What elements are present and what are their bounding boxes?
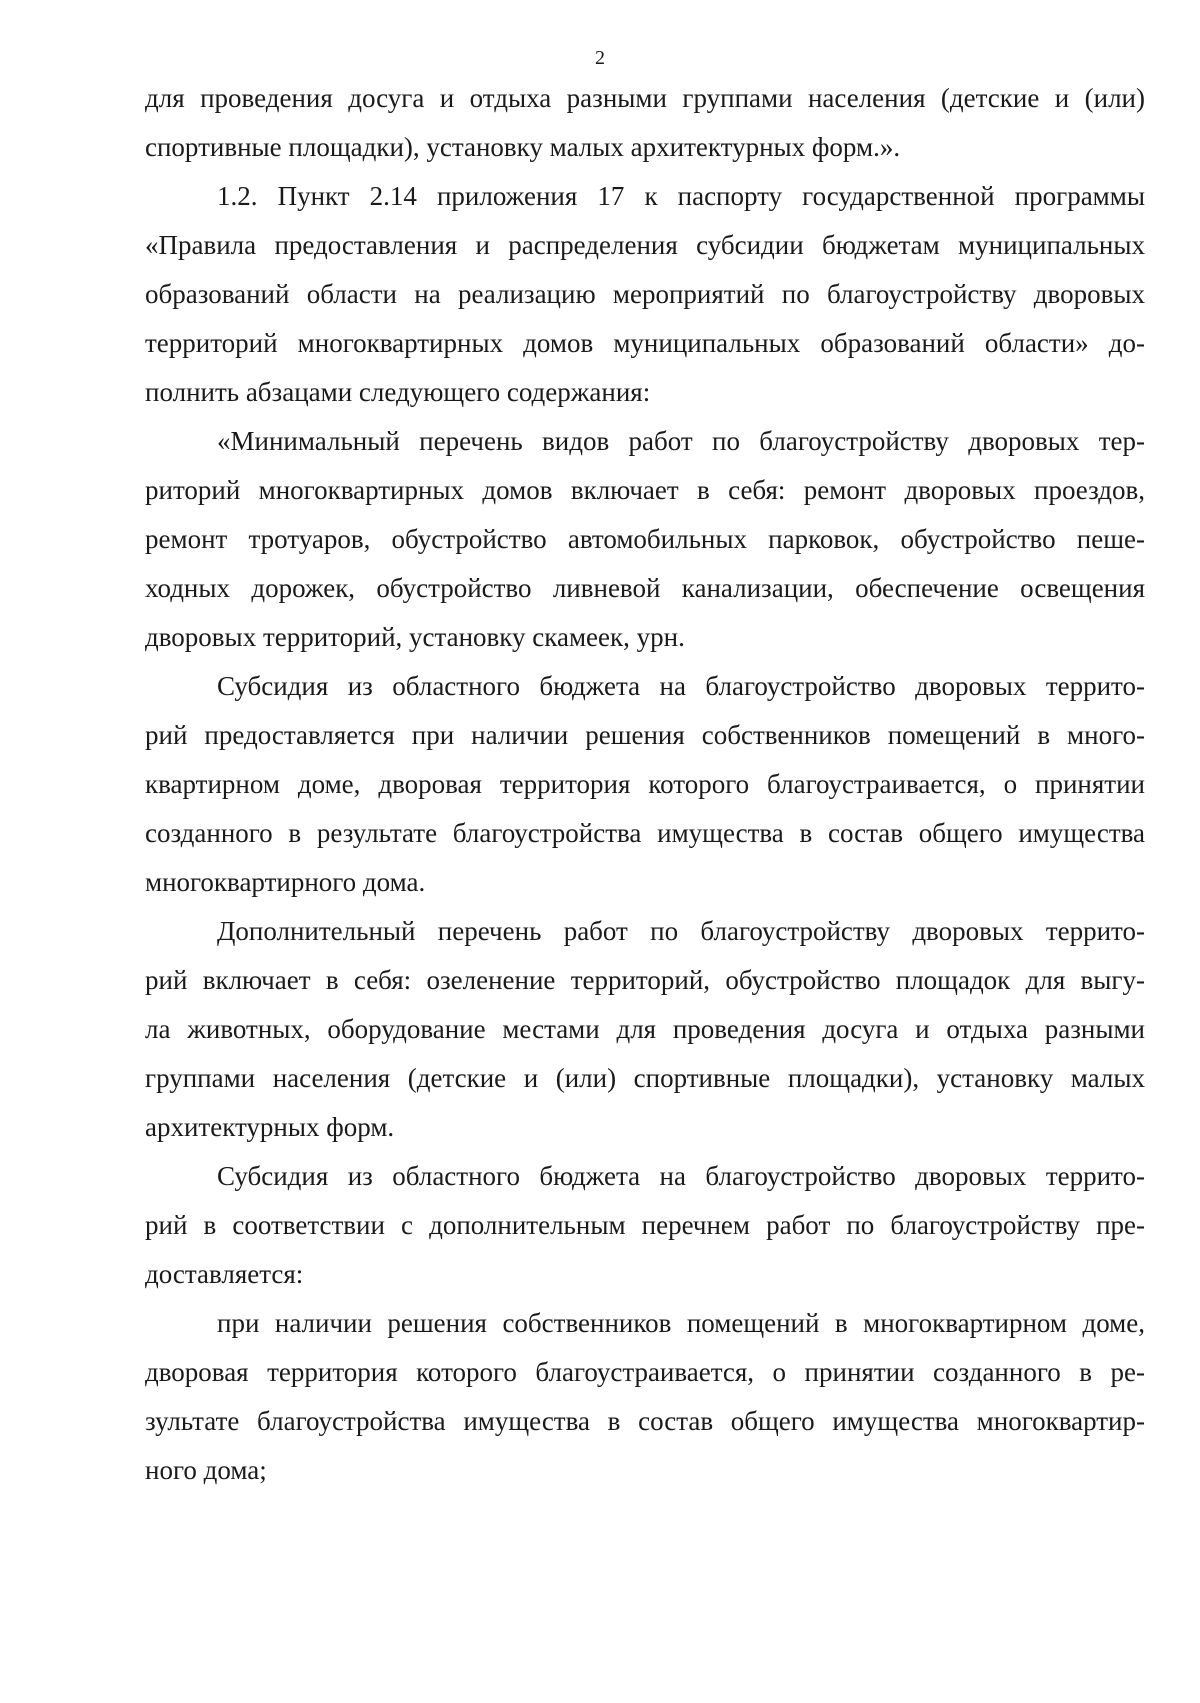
text-line: ремонт тротуаров, обустройство автомобильных парковок, обустройство пеше-	[145, 524, 1145, 554]
text-line: территорий многоквартирных домов муниципальных образований области» до-	[145, 328, 1145, 358]
text-line: дворовых территорий, установку скамеек, урн.	[145, 622, 685, 652]
text-line: созданного в результате благоустройства имущества в состав общего имущества	[145, 818, 1145, 848]
text-line: многоквартирного дома.	[145, 867, 426, 897]
text-line: рий предоставляется при наличии решения собственников помещений в много-	[145, 720, 1145, 750]
text-line: «Правила предоставления и распределения субсидии бюджетам муниципальных	[145, 230, 1145, 260]
text-line: риторий многоквартирных домов включает в себя: ремонт дворовых проездов,	[145, 475, 1145, 505]
text-line: доставляется:	[145, 1259, 304, 1289]
paragraph	[145, 417, 1145, 662]
paragraph	[145, 662, 1145, 907]
text-line: 1.2. Пункт 2.14 приложения 17 к паспорту государственной программы	[217, 181, 1145, 211]
text-line: «Минимальный перечень видов работ по благоустройству дворовых тер-	[217, 426, 1145, 456]
text-line: Дополнительный перечень работ по благоустройству дворовых террито-	[217, 916, 1145, 946]
text-line: ла животных, оборудование местами для проведения досуга и отдыха разными	[145, 1014, 1145, 1044]
text-line: группами населения (детские и (или) спортивные площадки), установку малых	[145, 1063, 1145, 1093]
text-line: архитектурных форм.	[145, 1112, 395, 1142]
page-number: 2	[595, 47, 605, 69]
paragraph	[145, 1299, 1145, 1495]
text-line: спортивные площадки), установку малых архитектурных форм.».	[145, 132, 901, 162]
text-line: Субсидия из областного бюджета на благоустройство дворовых террито-	[217, 671, 1145, 701]
text-line: зультате благоустройства имущества в состав общего имущества многоквартир-	[145, 1406, 1145, 1436]
text-line: ного дома;	[145, 1455, 267, 1485]
text-line: образований области на реализацию мероприятий по благоустройству дворовых	[145, 279, 1145, 309]
text-line: рий включает в себя: озеленение территорий, обустройство площадок для выгу-	[145, 965, 1145, 995]
text-line: при наличии решения собственников помещений в многоквартирном доме,	[217, 1308, 1145, 1338]
text-line: для проведения досуга и отдыха разными группами населения (детские и (или)	[145, 83, 1145, 113]
text-line: Субсидия из областного бюджета на благоустройство дворовых террито-	[217, 1161, 1145, 1191]
text-line: квартирном доме, дворовая территория которого благоустраивается, о принятии	[145, 769, 1145, 799]
text-line: ходных дорожек, обустройство ливневой канализации, обеспечение освещения	[145, 573, 1145, 603]
document-body	[145, 74, 1145, 1495]
paragraph	[145, 74, 1145, 172]
paragraph	[145, 1152, 1145, 1299]
text-line: полнить абзацами следующего содержания:	[145, 377, 651, 407]
paragraph	[145, 172, 1145, 417]
text-line: рий в соответствии с дополнительным перечнем работ по благоустройству пре-	[145, 1210, 1145, 1240]
text-line: дворовая территория которого благоустраивается, о принятии созданного в ре-	[145, 1357, 1145, 1387]
paragraph	[145, 907, 1145, 1152]
